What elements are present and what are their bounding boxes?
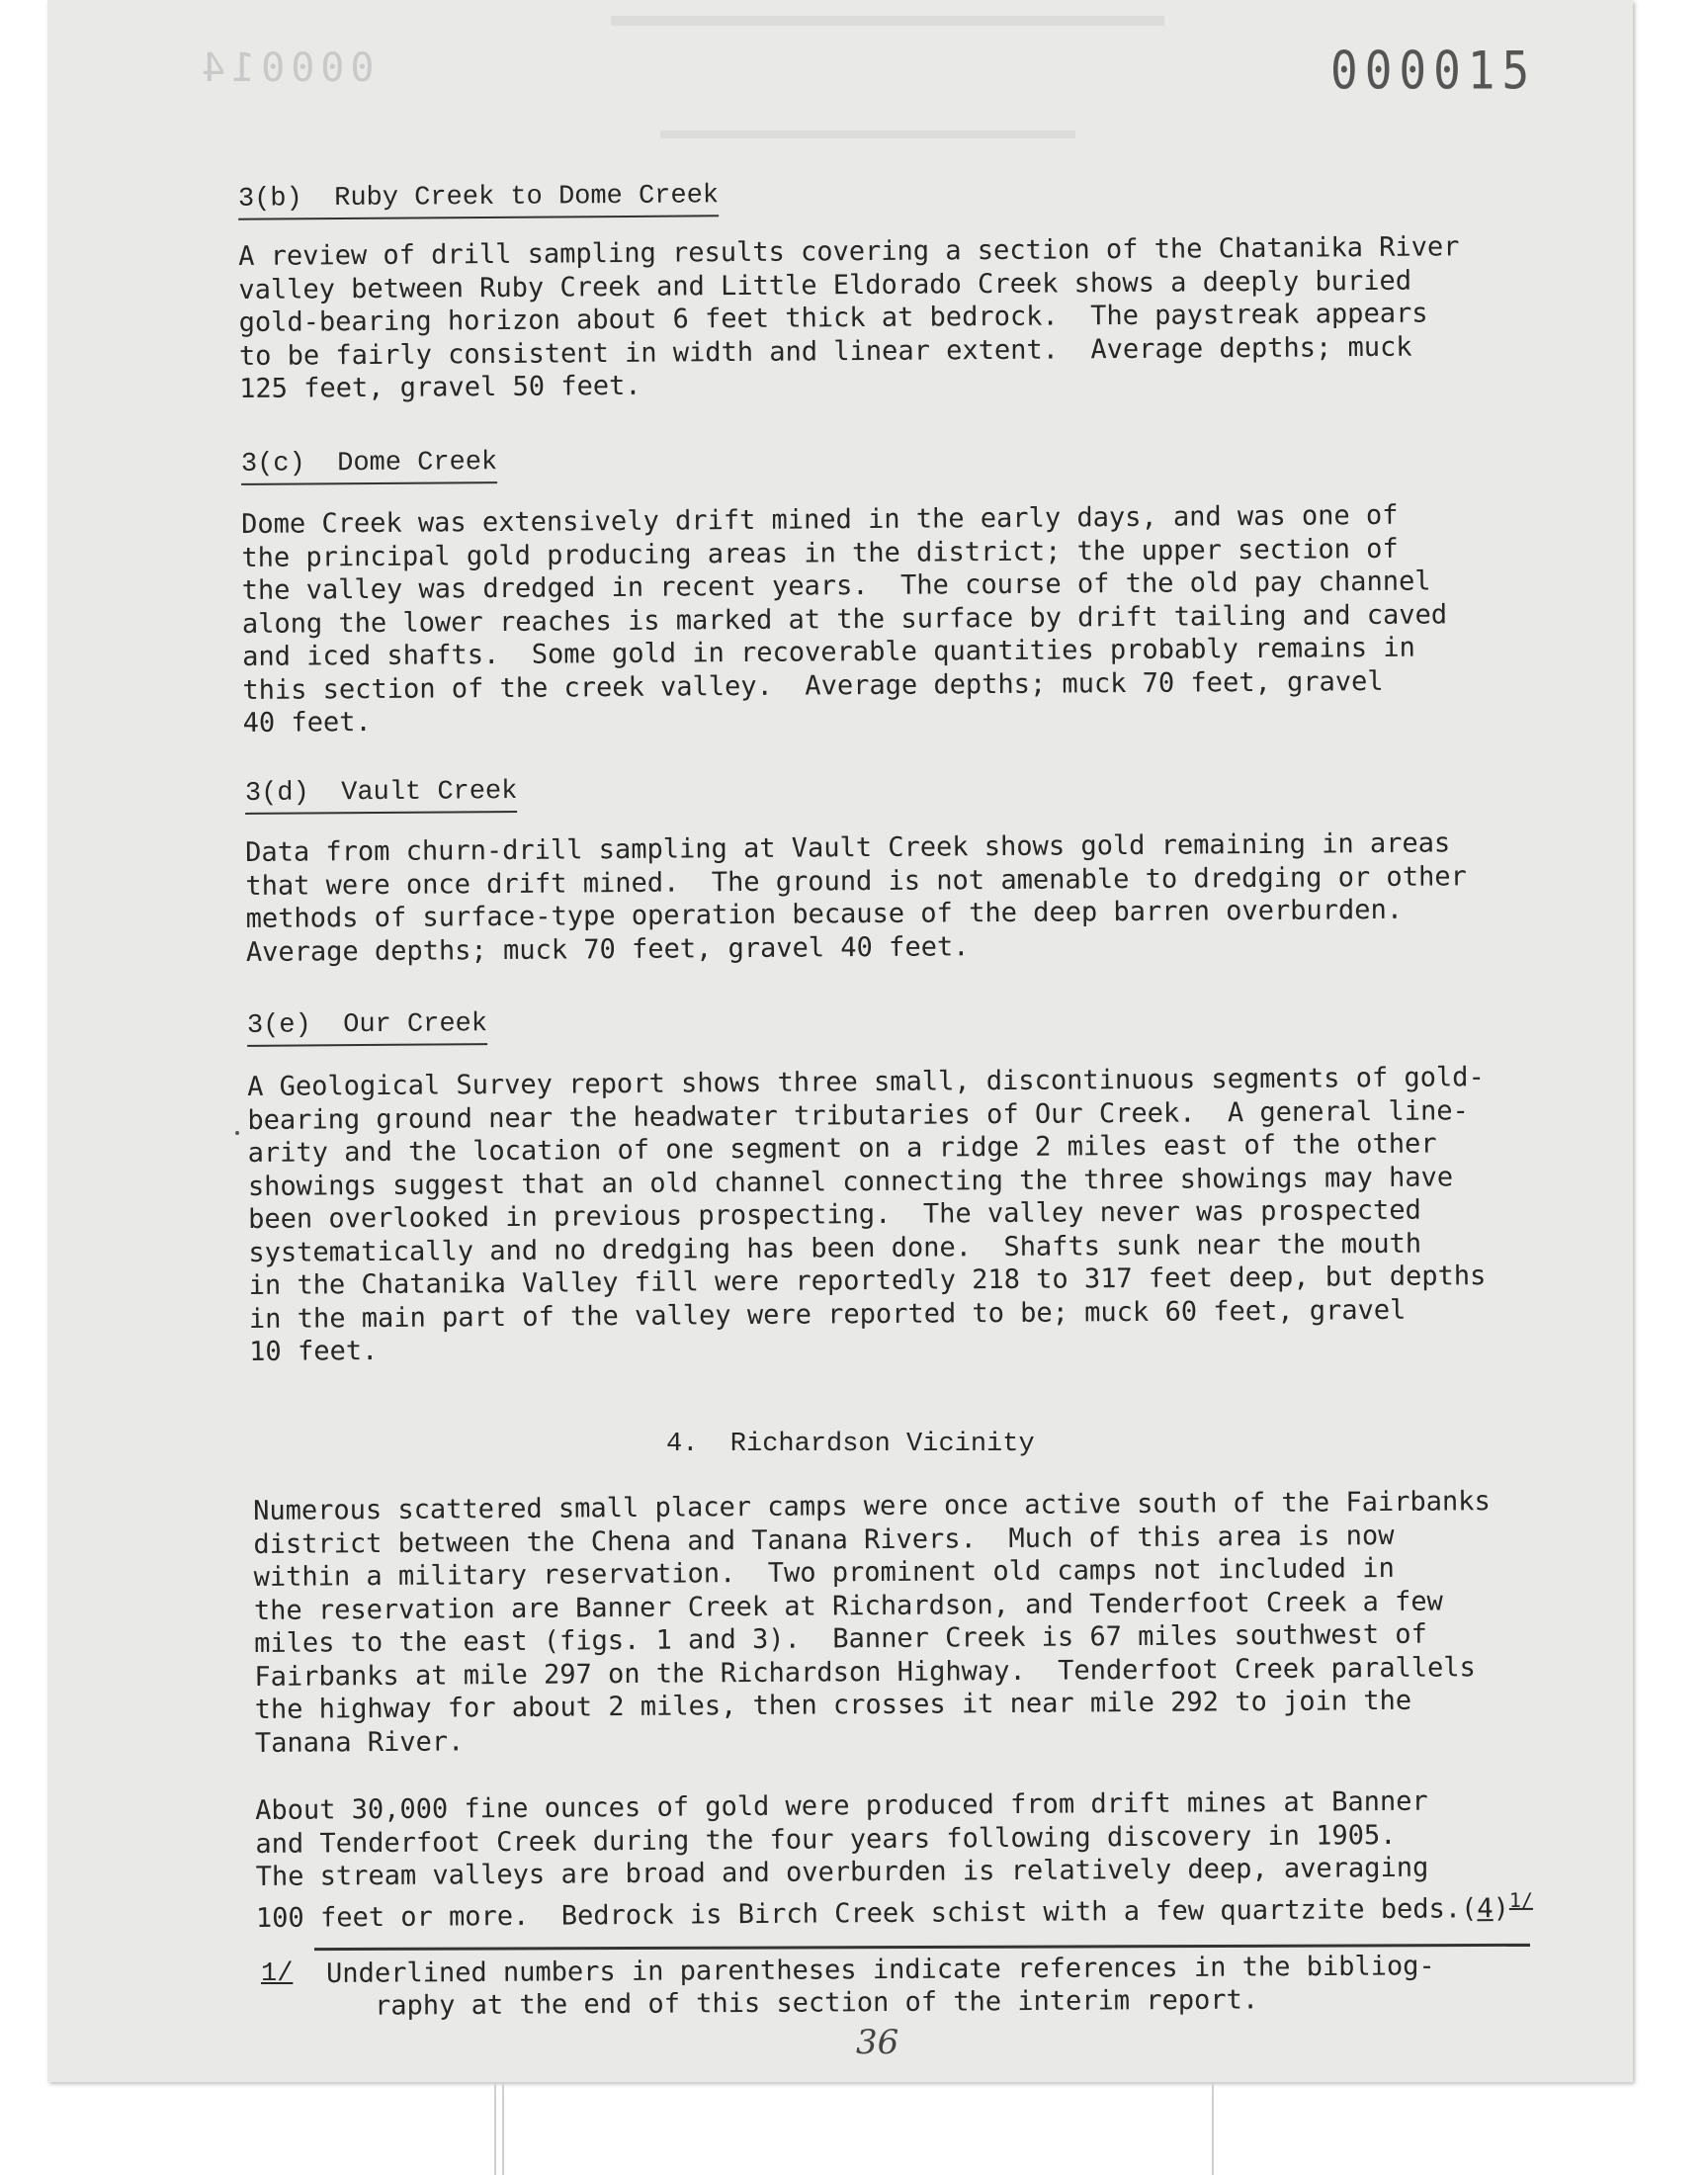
- text-line-with-reference: [255, 1887, 1534, 1934]
- text-line: valley between Ruby Creek and Little Eldorado Creek shows a deeply buried: [238, 265, 1412, 305]
- text-line: the highway for about 2 miles, then crosses it near mile 292 to join the: [254, 1685, 1412, 1725]
- bleed-through-number: 000014: [196, 45, 375, 91]
- text-line: Numerous scattered small placer camps were once active south of the Fairbanks: [253, 1486, 1491, 1526]
- faint-bleed-mark: [611, 16, 1164, 26]
- text-line: and iced shafts. Some gold in recoverable quantities probably remains in: [242, 632, 1415, 672]
- paragraph-3d: [245, 826, 1467, 969]
- faint-bleed-mark: [660, 130, 1075, 138]
- footnote-text: [326, 1950, 1435, 2023]
- paragraph-4b: [255, 1784, 1533, 1935]
- text-line: A review of drill sampling results covering a section of the Chatanika River: [238, 231, 1460, 272]
- text-line: that were once drift mined. The ground is not amenable to dredging or other: [245, 860, 1467, 902]
- scan-edge-line: [502, 2082, 504, 2175]
- page-number: 000015: [1330, 39, 1537, 102]
- text-line: Tanana River.: [254, 1725, 465, 1759]
- text-line: The stream valleys are broad and overburden is relatively deep, averaging: [255, 1852, 1429, 1892]
- text-line: Data from churn-drill sampling at Vault Creek shows gold remaining in areas: [245, 827, 1451, 868]
- text-line: arity and the location of one segment on a ridge 2 miles east of the other: [247, 1128, 1437, 1169]
- paragraph-3c: [241, 498, 1448, 740]
- text-line: in the main part of the valley were reported to be; muck 60 feet, gravel: [248, 1294, 1407, 1335]
- text-line: been overlooked in previous prospecting. The valley never was prospected: [248, 1194, 1421, 1235]
- paragraph-4a: [253, 1485, 1493, 1760]
- text-line: 125 feet, gravel 50 feet.: [239, 370, 641, 404]
- reference-number: 4: [1477, 1892, 1494, 1924]
- text-line: within a military reservation. Two prominent old camps not included in: [253, 1552, 1395, 1593]
- text-line: A Geological Survey report shows three small, discontinuous segments of gold-: [247, 1062, 1485, 1102]
- text-line: 10 feet.: [249, 1335, 379, 1367]
- text-line: this section of the creek valley. Average depths; muck 70 feet, gravel: [242, 665, 1384, 706]
- section-heading-3b: 3(b) Ruby Creek to Dome Creek: [238, 180, 719, 219]
- text-line: and Tenderfoot Creek during the four years following discovery in 1905.: [255, 1819, 1397, 1860]
- text-line: the principal gold producing areas in the district; the upper section of: [241, 533, 1399, 573]
- text-line: Fairbanks at mile 297 on the Richardson Highway. Tenderfoot Creek parallels: [254, 1651, 1476, 1693]
- section-title-4: 4. Richardson Vicinity: [666, 1430, 1035, 1459]
- paragraph-3b: [238, 230, 1461, 405]
- text-line: 100 feet or more. Bedrock is Birch Creek schist with a few quartzite beds.: [255, 1892, 1462, 1934]
- text-line: gold-bearing horizon about 6 feet thick at bedrock. The paystreak appears: [238, 298, 1428, 338]
- stray-mark: [235, 1131, 239, 1135]
- text-line: raphy at the end of this section of the interim report.: [326, 1984, 1259, 2022]
- scan-edge-line: [494, 2082, 496, 2175]
- text-line: methods of surface-type operation because of the deep barren overburden.: [245, 894, 1404, 934]
- text-line: the valley was dredged in recent years. The course of the old pay channel: [241, 566, 1431, 606]
- text-line: bearing ground near the headwater tributaries of Our Creek. A general line-: [247, 1094, 1469, 1136]
- reference-marker: $(4)^{1/}$: [1460, 1887, 1534, 1924]
- text-line: 40 feet.: [242, 706, 372, 739]
- scan-edge-line: [1212, 2082, 1214, 2175]
- text-line: district between the Chena and Tanana Rivers. Much of this area is now: [253, 1520, 1395, 1560]
- paragraph-3e: [247, 1061, 1487, 1368]
- text-line: to be fairly consistent in width and linear extent. Average depths; muck: [238, 331, 1412, 372]
- text-line: systematically and no dredging has been done. Shafts sunk near the mouth: [248, 1228, 1422, 1268]
- text-line: in the Chatanika Valley fill were reportedly 218 to 317 feet deep, but depths: [248, 1261, 1487, 1301]
- text-line: showings suggest that an old channel connecting the three showings may have: [247, 1161, 1454, 1202]
- handwritten-page-number: 36: [856, 2023, 899, 2062]
- text-line: About 30,000 fine ounces of gold were produced from drift mines at Banner: [255, 1785, 1428, 1826]
- text-line: Average depths; muck 70 feet, gravel 40 feet.: [245, 930, 970, 968]
- footnote-reference: 1/: [1508, 1887, 1534, 1912]
- section-heading-3c: 3(c) Dome Creek: [241, 447, 498, 485]
- text-line: along the lower reaches is marked at the surface by drift tailing and caved: [241, 598, 1448, 640]
- document-page: [47, 0, 1633, 2082]
- text-line: Underlined numbers in parentheses indicate references in the bibliog-: [326, 1951, 1435, 1989]
- footnote-mark: 1/: [261, 1959, 294, 1989]
- section-heading-3d: 3(d) Vault Creek: [245, 776, 518, 815]
- text-line: miles to the east (figs. 1 and 3). Banner Creek is 67 miles southwest of: [254, 1618, 1427, 1659]
- text-line: Dome Creek was extensively drift mined in the early days, and was one of: [241, 499, 1399, 540]
- section-heading-3e: 3(e) Our Creek: [247, 1008, 487, 1047]
- text-line: the reservation are Banner Creek at Richardson, and Tenderfoot Creek a few: [253, 1586, 1443, 1626]
